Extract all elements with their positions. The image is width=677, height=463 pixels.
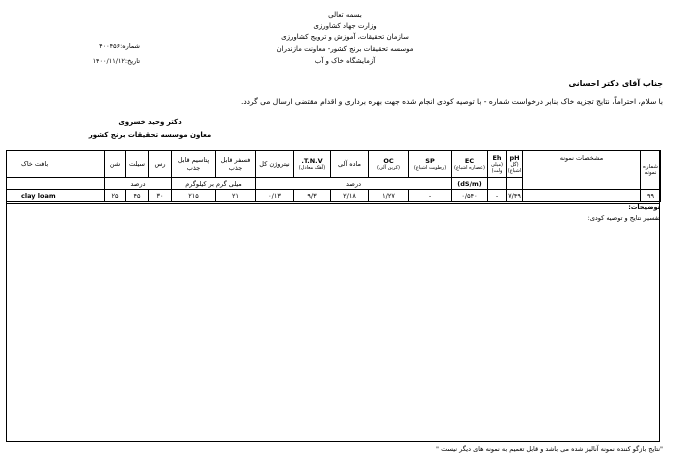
ec-header: EC (عصاره اشباع) bbox=[452, 151, 488, 178]
letter-body: با سلام، احتراماً، نتایج تجزیه خاک بنابر درخواست شماره - با توصیه کودی انجام شده جهت بهره برداری و اقدام مقتضی ارسال می گردد. bbox=[240, 97, 663, 106]
table-row bbox=[7, 190, 661, 202]
ph-value: ۷/۴۹ bbox=[508, 191, 521, 200]
sp-value: - bbox=[409, 190, 452, 202]
ministry-name: وزارت جهاد کشاورزی bbox=[313, 22, 377, 30]
eh-header: Eh (میلی ولت) bbox=[488, 151, 507, 178]
ph-header: pH (گل اشباع) bbox=[507, 151, 523, 178]
number-value: ۴۰۰۴۵۶ bbox=[99, 42, 121, 50]
eh-unit-cell bbox=[488, 178, 507, 190]
lab-name: آزمایشگاه خاک و آب bbox=[314, 57, 376, 65]
phosphorus-value: ۲۱ bbox=[216, 190, 256, 202]
sand-header: شن bbox=[105, 151, 126, 178]
texture-value: clay loam bbox=[7, 190, 105, 202]
om-header: ماده آلی bbox=[331, 151, 369, 178]
om-value: ۲/۱۸ bbox=[331, 190, 369, 202]
sample-spec-value bbox=[523, 190, 641, 202]
number-label: شماره: bbox=[120, 42, 140, 50]
notes-text: تفسیر نتایج و توصیه کودی: bbox=[587, 214, 660, 222]
clay-value: ۳۰ bbox=[149, 190, 172, 202]
date-label: تاریخ: bbox=[124, 57, 140, 65]
letter-number bbox=[60, 42, 140, 50]
institute-branch: موسسه تحقیقات برنج کشور- معاونت مازندران bbox=[276, 45, 414, 53]
texture-unit-cell bbox=[7, 178, 105, 190]
notes bbox=[260, 203, 660, 211]
footer-disclaimer: "نتایج بازگو کننده نمونه آنالیز شده می باشد و قابل تعمیم به نمونه های دیگر نیست " bbox=[436, 445, 663, 453]
texture-header: بافت خاک bbox=[7, 151, 105, 178]
tnv-header: T.N.V. (آهک معادل) bbox=[294, 151, 331, 178]
sample-no-header: شماره نمونه bbox=[641, 151, 661, 190]
letter-date bbox=[60, 57, 140, 65]
oc-value: ۱/۲۷ bbox=[369, 190, 409, 202]
notes-label: توضیحات: bbox=[628, 203, 660, 211]
table-header-row bbox=[7, 151, 661, 178]
clay-header: رس bbox=[149, 151, 172, 178]
nitrogen-header: نیتروژن کل bbox=[256, 151, 294, 178]
potassium-value: ۲۱۵ bbox=[172, 190, 216, 202]
signer-title: معاون موسسه تحقیقات برنج کشور bbox=[88, 131, 212, 139]
ec-value: ۰/۵۴۰ bbox=[452, 190, 488, 202]
sample-spec-header: مشخصات نمونه bbox=[523, 151, 641, 190]
silt-header: سیلت bbox=[126, 151, 149, 178]
percent-unit: درصد bbox=[256, 178, 452, 190]
sample-no-value: ۹۹ bbox=[641, 190, 661, 202]
eh-value: - bbox=[488, 190, 507, 202]
percent-unit-texture: درصد bbox=[105, 178, 172, 190]
sp-header: SP (رطوبت اشباع) bbox=[409, 151, 452, 178]
potassium-header: پتاسیم قابل جذب bbox=[172, 151, 216, 178]
ec-unit-cell: (dS/m) bbox=[452, 178, 488, 190]
organization-name: سازمان تحقیقات، آموزش و ترویج کشاورزی bbox=[281, 33, 409, 41]
silt-value: ۴۵ bbox=[126, 190, 149, 202]
signer-name: دکتر وحید خسروی bbox=[118, 118, 182, 126]
mgkg-unit: میلی گرم بر کیلوگرم bbox=[172, 178, 256, 190]
tnv-value: ۹/۳ bbox=[294, 190, 331, 202]
salutation: جناب آقای دکتر احسانی bbox=[568, 79, 663, 88]
ph-unit-cell bbox=[507, 178, 523, 190]
nitrogen-value: ۰/۱۳ bbox=[256, 190, 294, 202]
phosphorus-header: فسفر قابل جذب bbox=[216, 151, 256, 178]
sand-value: ۲۵ bbox=[105, 190, 126, 202]
results-table bbox=[6, 150, 661, 202]
date-value: ۱۴۰۰/۱۱/۱۲ bbox=[92, 57, 125, 65]
basmala: بسمه تعالی bbox=[328, 11, 362, 19]
oc-header: OC (کربن آلی) bbox=[369, 151, 409, 178]
